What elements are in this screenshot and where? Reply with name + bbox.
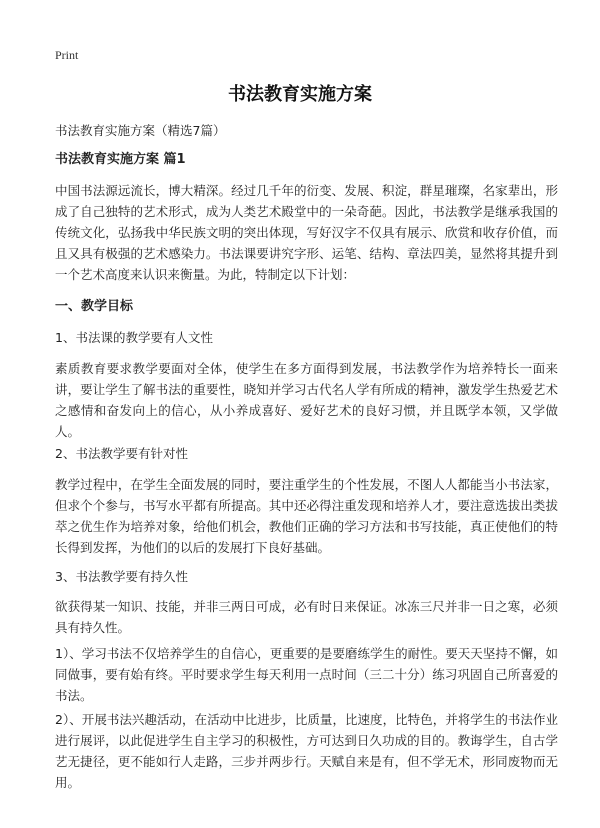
item1-body-text: 素质教育要求教学要面对全体，使学生在多方面得到发展，书法教学作为培养特长一面来讲，要让学生了解书法的重要性，晓知并学习古代名人学有所成的精神，激发学生热爱艺术之感情和奋发向上的信心，从小养成喜好、爱好艺术的良好习惯，并且既学本领，又学做人。	[55, 361, 558, 439]
goal-heading-text: 一、教学目标	[55, 299, 134, 314]
item2-title	[55, 443, 558, 464]
item3-title	[55, 566, 558, 587]
intro-paragraph	[55, 180, 558, 285]
print-label: Print	[55, 48, 79, 62]
goal-heading	[55, 296, 558, 317]
subtitle-text: 书法教育实施方案（精选7篇）	[55, 123, 226, 138]
document-subtitle	[55, 120, 558, 141]
item2-title-text: 2、书法教学要有针对性	[55, 446, 188, 461]
point1-paragraph	[55, 643, 558, 706]
item2-body-text: 教学过程中，在学生全面发展的同时，要注重学生的个性发展，不图人人都能当小书法家，但求个个参与，书写水平都有所提高。其中还必得注重发现和培养人才，要注意选拔出类拔萃之优生作为培养对象，给他们机会，教他们正确的学习方法和书写技能，真正使他们的特长得到发挥，为他们的以后的发展打下良好基础。	[55, 477, 558, 555]
point2-paragraph	[55, 709, 558, 793]
item1-title-text: 1、书法课的教学要有人文性	[55, 330, 213, 345]
point2-text: 2）、开展书法兴趣活动，在活动中比进步，比质量，比速度，比特色，并将学生的书法作业进行展评，以此促进学生自主学习的积极性，方可达到日久功成的目的。教诲学生，自古学艺无捷径，更不能如行人走路，三步并两步行。天赋自来是有，但不学无术，形同废物而无用。	[55, 712, 558, 790]
item3-body-text: 欲获得某一知识、技能，并非三两日可成，必有时日来保证。冰冻三尺并非一日之寒，必须具有持久性。	[55, 599, 558, 635]
point1-text: 1）、学习书法不仅培养学生的自信心，更重要的是要磨练学生的耐性。要天天坚持不懈，如同做事，要有始有终。平时要求学生每天利用一点时间（三二十分）练习巩固自己所喜爱的书法。	[55, 646, 558, 703]
section-heading-text: 书法教育实施方案 篇1	[55, 152, 186, 167]
item1-body	[55, 358, 558, 442]
item2-body	[55, 474, 558, 558]
section-heading	[55, 149, 558, 170]
intro-text: 中国书法源远流长，博大精深。经过几千年的衍变、发展、积淀，群星璀璨，名家辈出，形成了自己独特的艺术形式，成为人类艺术殿堂中的一朵奇葩。因此，书法教学是继承我国的传统文化，弘扬我中华民族文明的突出体现，写好汉字不仅具有展示、欣赏和收存价值，而且又具有极强的艺术感染力。书法课要讲究字形、运笔、结构、章法四美，显然将其提升到一个艺术高度来认识来衡量。为此，特制定以下计划：	[55, 183, 558, 282]
item3-title-text: 3、书法教学要有持久性	[55, 569, 188, 584]
item1-title	[55, 327, 558, 348]
document-title: 书法教育实施方案	[228, 84, 372, 105]
item3-body	[55, 596, 558, 638]
